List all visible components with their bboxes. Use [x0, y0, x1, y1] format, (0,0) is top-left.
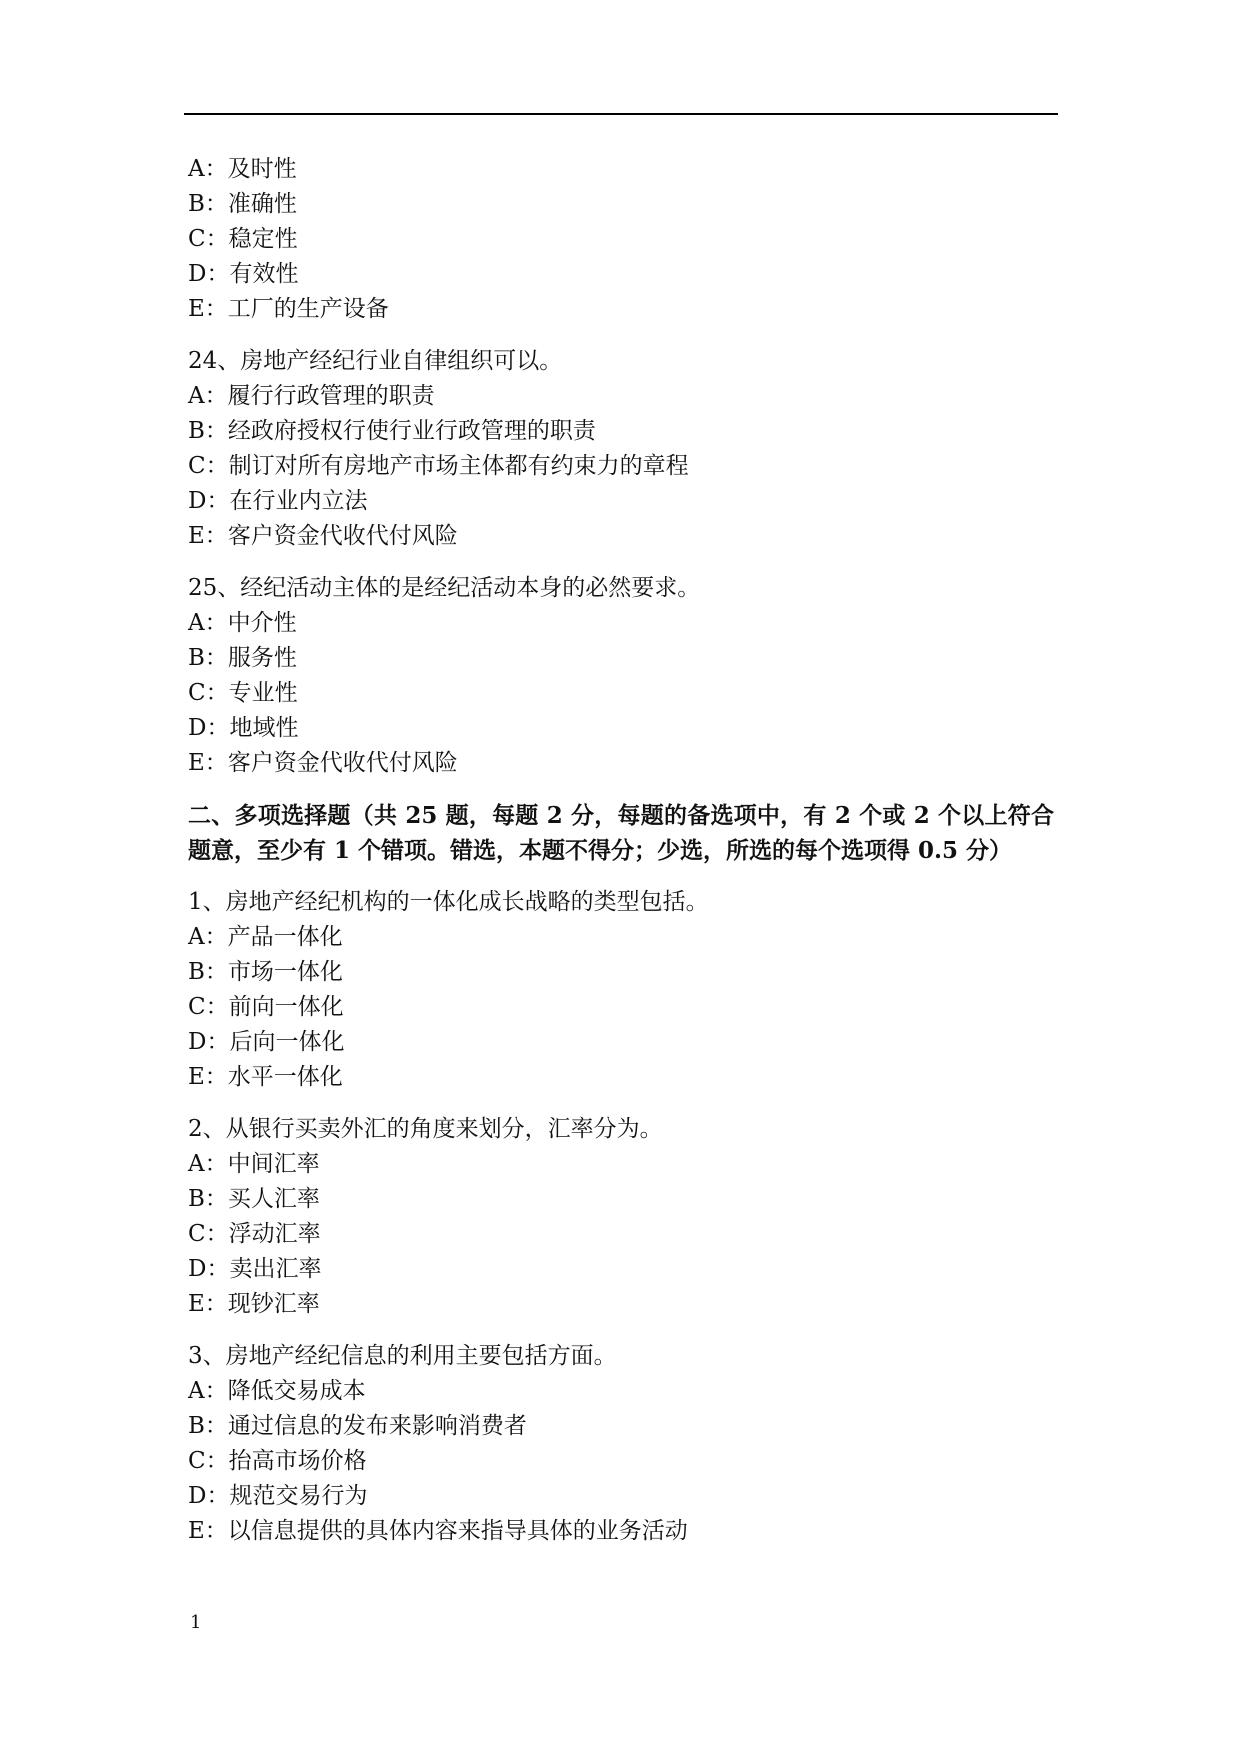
option-c: C：浮动汇率	[188, 1221, 321, 1247]
question-block	[188, 571, 1054, 781]
option-d: D：有效性	[188, 261, 299, 287]
option-d: D：后向一体化	[188, 1029, 345, 1055]
option-c: C：抬高市场价格	[188, 1448, 367, 1474]
option-e: E：水平一体化	[188, 1064, 343, 1090]
section-heading: 二、多项选择题（共 25 题，每题 2 分，每题的备选项中，有 2 个或 2 个以上符合题意，至少有 1 个错项。错选，本题不得分；少选，所选的每个选项得 0.5 分）	[188, 802, 1054, 864]
question-block	[188, 885, 1054, 1095]
option-b: B：市场一体化	[188, 959, 343, 985]
option-e: E：以信息提供的具体内容来指导具体的业务活动	[188, 1518, 688, 1544]
question-text: 1、房地产经纪机构的一体化成长战略的类型包括。	[188, 889, 709, 915]
option-d: D：地域性	[188, 715, 299, 741]
option-e: E：客户资金代收代付风险	[188, 523, 458, 549]
option-a: A：中介性	[188, 610, 297, 636]
option-a: A：中间汇率	[188, 1151, 320, 1177]
page-number: 1	[190, 1612, 202, 1633]
option-c: C：前向一体化	[188, 994, 344, 1020]
option-b: B：准确性	[188, 191, 297, 217]
question-text: 24、房地产经纪行业自律组织可以。	[188, 348, 563, 374]
question-block	[188, 1339, 1054, 1549]
option-e: E：客户资金代收代付风险	[188, 750, 458, 776]
option-d: D：规范交易行为	[188, 1483, 368, 1509]
option-c: C：制订对所有房地产市场主体都有约束力的章程	[188, 453, 689, 479]
option-c: C：专业性	[188, 680, 298, 706]
option-b: B：通过信息的发布来影响消费者	[188, 1413, 527, 1439]
option-a: A：履行行政管理的职责	[188, 383, 435, 409]
page-content	[188, 152, 1054, 1566]
option-c: C：稳定性	[188, 226, 298, 252]
question-block	[188, 1112, 1054, 1322]
option-a: A：及时性	[188, 156, 297, 182]
question-text: 3、房地产经纪信息的利用主要包括方面。	[188, 1343, 617, 1369]
option-b: B：服务性	[188, 645, 297, 671]
option-d: D：卖出汇率	[188, 1256, 322, 1282]
question-block	[188, 344, 1054, 554]
header-rule	[184, 113, 1058, 115]
option-e: E：现钞汇率	[188, 1291, 320, 1317]
option-b: B：经政府授权行使行业行政管理的职责	[188, 418, 596, 444]
option-a: A：降低交易成本	[188, 1378, 366, 1404]
option-d: D：在行业内立法	[188, 488, 368, 514]
option-a: A：产品一体化	[188, 924, 343, 950]
question-block	[188, 152, 1054, 327]
question-text: 2、从银行买卖外汇的角度来划分，汇率分为。	[188, 1116, 663, 1142]
option-b: B：买人汇率	[188, 1186, 320, 1212]
option-e: E：工厂的生产设备	[188, 296, 389, 322]
question-text: 25、经纪活动主体的是经纪活动本身的必然要求。	[188, 575, 701, 601]
